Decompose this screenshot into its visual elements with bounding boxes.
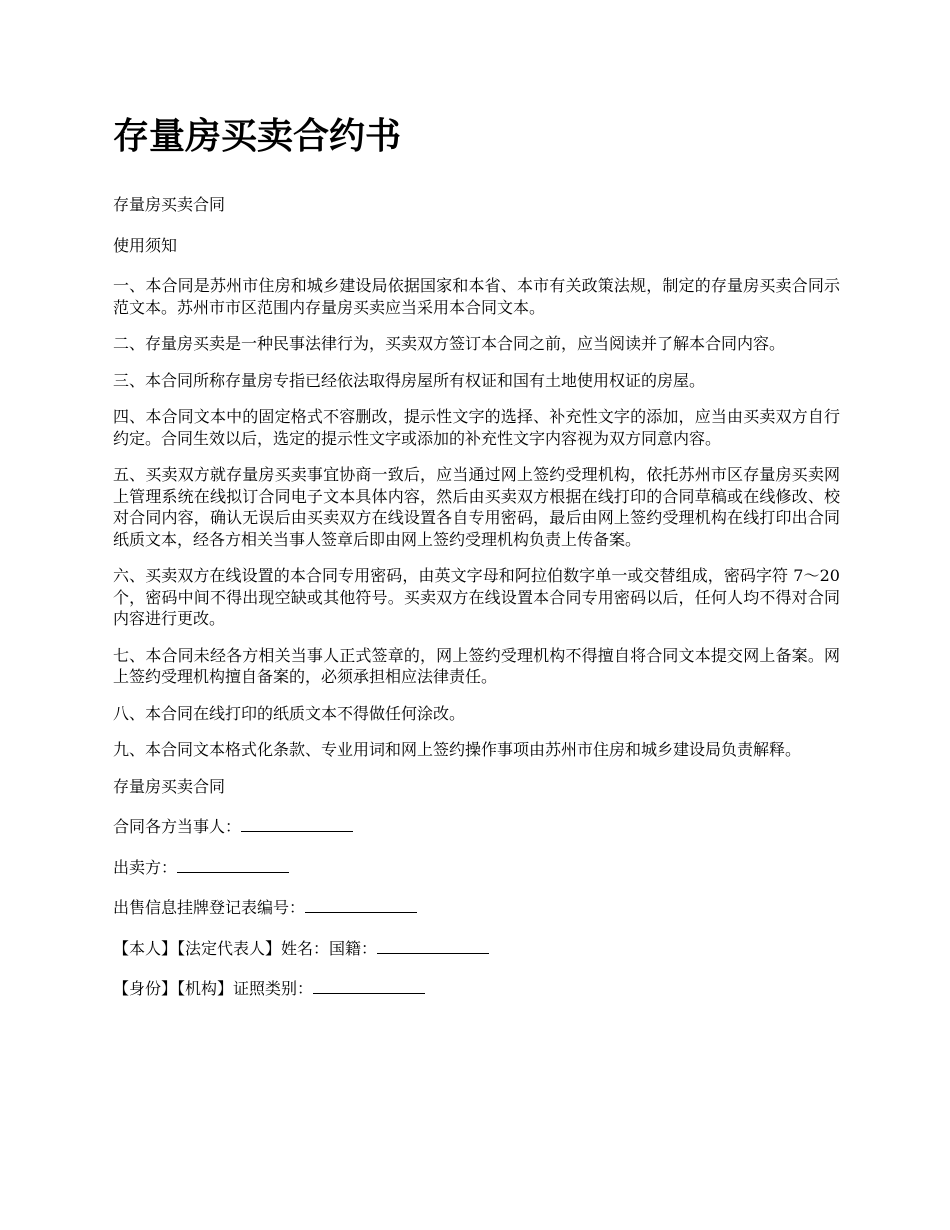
- notice-item: 四、本合同文本中的固定格式不容删改，提示性文字的选择、补充性文字的添加，应当由买卖双方自行约定。合同生效以后，选定的提示性文字或添加的补充性文字内容视为双方同意内容。: [113, 407, 840, 448]
- field-label: 【身份】【机构】证照类别：: [113, 979, 314, 998]
- notice-item: 八、本合同在线打印的纸质文本不得做任何涂改。: [113, 703, 466, 723]
- field-label: 出售信息挂牌登记表编号：: [113, 898, 306, 917]
- contract-field-parties: [113, 816, 840, 838]
- notice-item: 三、本合同所称存量房专指已经依法取得房屋所有权证和国有土地使用权证的房屋。: [113, 370, 706, 390]
- notice-item: 六、买卖双方在线设置的本合同专用密码，由英文字母和阿拉伯数字单一或交替组成，密码字符 7～20 个，密码中间不得出现空缺或其他符号。买卖双方在线设置本合同专用密码以后，任何人均不得对合同内容进行更改。: [113, 566, 840, 628]
- document-subtitle: 存量房买卖合同: [113, 195, 226, 214]
- contract-field-seller: [113, 857, 840, 879]
- field-label: 【本人】【法定代表人】姓名：国籍：: [113, 938, 378, 958]
- notice-item: 七、本合同未经各方相关当事人正式签章的，网上签约受理机构不得擅自将合同文本提交网上备案。网上签约受理机构擅自备案的，必须承担相应法律责任。: [113, 645, 840, 686]
- document-title: 存量房买卖合约书: [113, 115, 402, 157]
- contract-field-listing-number: [113, 897, 840, 919]
- notice-item: 五、买卖双方就存量房买卖事宜协商一致后，应当通过网上签约受理机构，依托苏州市区存量房买卖网上管理系统在线拟订合同电子文本具体内容，然后由买卖双方根据在线打印的合同草稿或在线修改、校对合同内容，确认无误后由买卖双方在线设置各自专用密码，最后由网上签约受理机构在线打印出合同纸质文本，经各方相关当事人签章后即由网上签约受理机构负责上传备案。: [113, 465, 840, 549]
- fill-blank[interactable]: [313, 979, 425, 994]
- document-page: [113, 112, 840, 1019]
- field-label: 合同各方当事人：: [113, 817, 242, 836]
- notice-item: 二、存量房买卖是一种民事法律行为，买卖双方签订本合同之前，应当阅读并了解本合同内容。: [113, 334, 786, 353]
- notice-heading: 使用须知: [113, 235, 178, 255]
- contract-field-id-type: [113, 978, 840, 1000]
- fill-blank[interactable]: [305, 898, 417, 913]
- notice-item: 九、本合同文本格式化条款、专业用词和网上签约操作事项由苏州市住房和城乡建设局负责解释。: [113, 740, 802, 759]
- fill-blank[interactable]: [241, 817, 353, 832]
- field-label: 出卖方：: [113, 857, 178, 877]
- fill-blank[interactable]: [177, 858, 289, 873]
- notice-item: 一、本合同是苏州市住房和城乡建设局依据国家和本省、本市有关政策法规，制定的存量房买卖合同示范文本。苏州市市区范围内存量房买卖应当采用本合同文本。: [113, 276, 840, 317]
- fill-blank[interactable]: [377, 939, 489, 954]
- contract-heading: 存量房买卖合同: [113, 776, 226, 796]
- contract-field-name-nationality: [113, 938, 840, 960]
